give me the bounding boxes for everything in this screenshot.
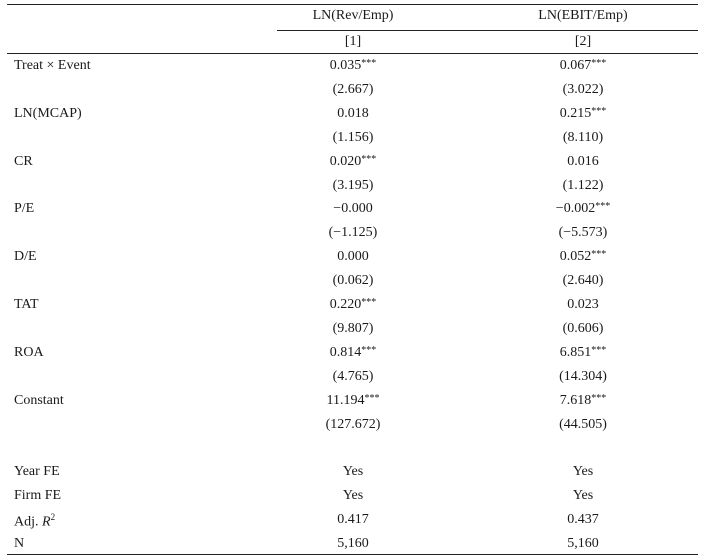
label-italic: R: [42, 514, 51, 530]
footer-row-year-fe: [7, 461, 698, 485]
significance-stars: ***: [361, 344, 377, 356]
table-row: [7, 390, 698, 414]
significance-stars: ***: [591, 249, 607, 261]
cell-value: 0.018: [337, 105, 369, 121]
table-row: [7, 246, 698, 270]
cell-value: (3.195): [332, 177, 374, 193]
cell-col2: Yes: [572, 464, 594, 479]
cell-col2: [507, 273, 659, 289]
cell-value: (1.122): [562, 177, 604, 193]
cell-col1: [277, 249, 429, 265]
cell-value: 0.814: [329, 344, 362, 360]
cell-value: 0.000: [337, 249, 369, 265]
cell-col1: 0.417: [337, 512, 369, 527]
cell-value: (2.667): [332, 81, 374, 97]
cell-value: 0.020: [329, 153, 362, 169]
cell-col2: [507, 417, 659, 433]
cell-col2: [507, 369, 659, 385]
footer-row-firm-fe: [7, 485, 698, 509]
row-label: D/E: [14, 249, 37, 265]
cell-col2: [507, 345, 659, 361]
cell-value: (9.807): [332, 320, 374, 336]
cell-col2: [507, 393, 659, 409]
row-label: N: [14, 536, 25, 551]
cell-value: (14.304): [559, 368, 607, 384]
table-row-tstat: [7, 318, 698, 342]
cell-value: −0.002: [555, 201, 596, 217]
cell-value: 0.035: [329, 58, 362, 73]
cell-col2: [507, 178, 659, 194]
col1-title: LN(Rev/Emp): [312, 8, 394, 23]
cell-col2: [507, 297, 659, 313]
cell-value: (4.765): [332, 368, 374, 384]
header-bottom-rule: [7, 53, 698, 54]
cell-col1: [277, 393, 429, 409]
cell-col2: [507, 249, 659, 265]
significance-stars: ***: [591, 58, 607, 69]
cell-value: (−5.573): [558, 225, 608, 241]
table-row-tstat: [7, 127, 698, 151]
row-label: Constant: [14, 392, 64, 408]
cell-col2: 0.437: [567, 512, 599, 527]
table-row: [7, 342, 698, 366]
table-row-tstat: [7, 222, 698, 246]
cell-col1: [277, 58, 429, 74]
significance-stars: ***: [361, 297, 377, 308]
cell-col2: [507, 58, 659, 74]
cell-value: −0.000: [333, 201, 373, 217]
cell-col2: [507, 201, 659, 217]
significance-stars: ***: [595, 201, 611, 213]
header-number-row: [7, 31, 698, 55]
cell-col2: [507, 82, 659, 98]
cell-col2: [507, 154, 659, 170]
row-label: Year FE: [14, 464, 60, 479]
header-title-row: [7, 5, 698, 29]
cell-col1: [277, 178, 429, 194]
cell-value: 7.618: [559, 392, 592, 408]
significance-stars: ***: [591, 392, 607, 404]
cell-col1: [277, 82, 429, 98]
cell-value: 6.851: [559, 344, 592, 360]
cell-value: (127.672): [325, 416, 381, 432]
significance-stars: ***: [361, 153, 377, 165]
cell-col2: Yes: [572, 488, 594, 503]
cell-col1: [277, 130, 429, 146]
cell-col1: [277, 345, 429, 361]
cell-value: 11.194: [326, 392, 365, 408]
cell-col1: [277, 417, 429, 433]
cell-col2: [507, 225, 659, 241]
table-row-tstat: [7, 366, 698, 390]
table-row: [7, 198, 698, 222]
row-label: Firm FE: [14, 488, 62, 503]
cell-col1: [277, 369, 429, 385]
row-label: P/E: [14, 201, 35, 217]
significance-stars: ***: [361, 58, 377, 69]
row-label: ROA: [14, 344, 44, 360]
table-row-tstat: [7, 270, 698, 294]
row-label: TAT: [14, 297, 39, 312]
significance-stars: ***: [364, 392, 380, 404]
cell-col1: Yes: [342, 488, 364, 503]
cell-value: (8.110): [562, 129, 604, 145]
significance-stars: ***: [591, 344, 607, 356]
cell-col2: [507, 130, 659, 146]
row-label: [14, 512, 55, 531]
cell-value: 0.220: [329, 297, 362, 312]
cell-col1: [277, 297, 429, 313]
cell-value: 0.067: [559, 58, 592, 73]
bottom-rule: [7, 554, 698, 555]
cell-col1: [277, 321, 429, 337]
cell-value: 0.016: [567, 153, 599, 169]
cell-col1: [277, 273, 429, 289]
table-row: [7, 103, 698, 127]
label-superscript: 2: [50, 512, 56, 522]
row-label: Treat × Event: [14, 58, 91, 73]
table-row: [7, 294, 698, 318]
table-row-tstat: [7, 175, 698, 199]
cell-value: 0.023: [567, 297, 599, 312]
table-row: [7, 151, 698, 175]
cell-value: (0.062): [332, 273, 374, 289]
cell-col2: 5,160: [567, 536, 599, 551]
cell-value: (44.505): [559, 416, 607, 432]
cell-col2: [507, 321, 659, 337]
row-label: LN(MCAP): [14, 105, 82, 121]
cell-value: 0.215: [559, 105, 592, 121]
col2-number: [2]: [574, 34, 592, 49]
col2-title: LN(EBIT/Emp): [538, 8, 628, 23]
significance-stars: ***: [591, 105, 607, 117]
table-row-tstat: [7, 79, 698, 103]
cell-value: (−1.125): [328, 225, 378, 241]
label-prefix: Adj.: [14, 514, 42, 530]
cell-col1: [277, 201, 429, 217]
table-row-tstat: [7, 414, 698, 438]
row-label: CR: [14, 153, 33, 169]
cell-col1: [277, 154, 429, 170]
col1-number: [1]: [344, 34, 362, 49]
cell-col1: [277, 106, 429, 122]
cell-value: (0.606): [562, 320, 604, 336]
cell-col1: 5,160: [337, 536, 369, 551]
footer-row-adj-r2: [7, 509, 698, 533]
cell-value: (2.640): [562, 273, 604, 289]
table-row: [7, 55, 698, 79]
cell-value: (3.022): [562, 81, 604, 97]
cell-col2: [507, 106, 659, 122]
cell-col1: [277, 225, 429, 241]
cell-col1: Yes: [342, 464, 364, 479]
cell-value: 0.052: [559, 249, 592, 265]
cell-value: (1.156): [332, 129, 374, 145]
